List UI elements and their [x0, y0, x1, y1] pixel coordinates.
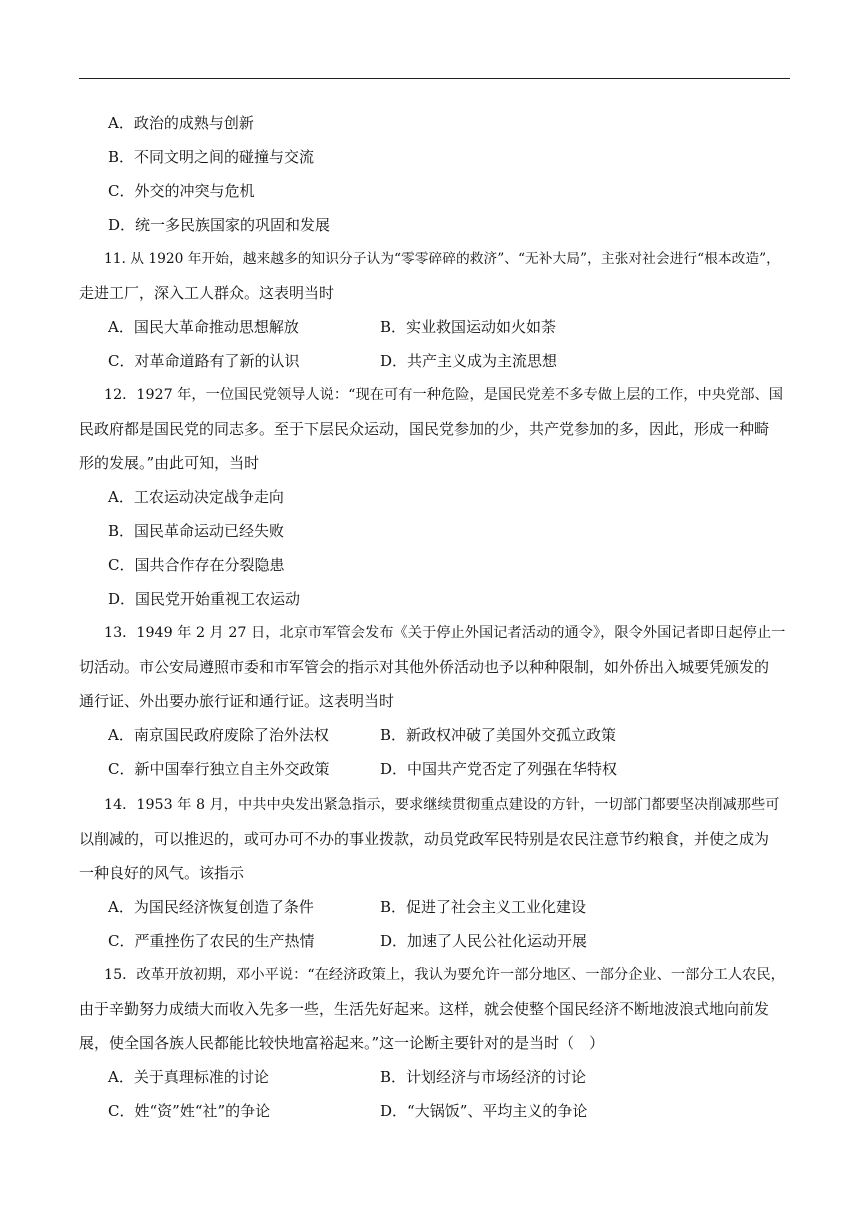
q14-stem-line-3: 一种良好的风气。该指示	[79, 864, 245, 882]
q11-option-b: B．实业救国运动如火如荼	[380, 318, 557, 336]
q15-option-a: A．关于真理标准的讨论	[108, 1068, 269, 1086]
q10-option-c: C．外交的冲突与危机	[108, 182, 255, 200]
q12-option-d: D．国民党开始重视工农运动	[108, 590, 301, 608]
q13-option-a: A．南京国民政府废除了治外法权	[108, 726, 329, 744]
q15-option-d: D．“大锅饭”、平均主义的争论	[380, 1102, 588, 1120]
q12-stem-line-3: 形的发展。”由此可知，当时	[79, 454, 260, 472]
q12-stem-line-2: 民政府都是国民党的同志多。至于下层民众运动，国民党参加的少，共产党参加的多，因此，形成一种畸	[79, 420, 770, 438]
q14-option-a: A．为国民经济恢复创造了条件	[108, 898, 314, 916]
q10-option-d: D．统一多民族国家的巩固和发展	[108, 216, 331, 234]
q14-option-b: B．促进了社会主义工业化建设	[380, 898, 587, 916]
q14-stem-line-2: 以削减的，可以推迟的，或可办可不办的事业拨款，动员党政军民特别是农民注意节约粮食，并使之成为	[79, 830, 770, 848]
q11-option-a: A．国民大革命推动思想解放	[108, 318, 299, 336]
q12-option-a: A．工农运动决定战争走向	[108, 488, 284, 506]
q12-stem-line-1: 12．1927 年，一位国民党领导人说：“现在可有一种危险，是国民党差不多专做上层的工作，中央党部、国	[104, 387, 783, 403]
q11-option-c: C．对革命道路有了新的认识	[108, 352, 300, 370]
q14-stem-line-1: 14．1953 年 8 月，中共中央发出紧急指示，要求继续贯彻重点建设的方针，一切部门都要坚决削减那些可	[104, 797, 780, 813]
q12-option-b: B．国民革命运动已经失败	[108, 522, 285, 540]
q14-option-c: C．严重挫伤了农民的生产热情	[108, 932, 315, 950]
header-rule	[79, 78, 790, 79]
q13-option-b: B．新政权冲破了美国外交孤立政策	[380, 726, 617, 744]
q13-stem-line-3: 通行证、外出要办旅行证和通行证。这表明当时	[79, 692, 395, 710]
q13-option-d: D．中国共产党否定了列强在华特权	[380, 760, 618, 778]
q10-option-b: B．不同文明之间的碰撞与交流	[108, 148, 315, 166]
q13-stem-line-1: 13．1949 年 2 月 27 日，北京市军管会发布《关于停止外国记者活动的通令》，限令外国记者即日起停止一	[104, 625, 786, 641]
q15-option-c: C．姓“资”姓“社”的争论	[108, 1102, 271, 1120]
q14-option-d: D．加速了人民公社化运动开展	[380, 932, 588, 950]
q11-stem-line-1: 11. 从 1920 年开始，越来越多的知识分子认为“零零碎碎的救济”、“无补大局”，主张对社会进行“根本改造”，	[104, 251, 780, 267]
q11-stem-line-2: 走进工厂，深入工人群众。这表明当时	[79, 284, 335, 302]
q11-option-d: D．共产主义成为主流思想	[380, 352, 558, 370]
q13-option-c: C．新中国奉行独立自主外交政策	[108, 760, 330, 778]
q15-option-b: B．计划经济与市场经济的讨论	[380, 1068, 587, 1086]
q12-option-c: C．国共合作存在分裂隐患	[108, 556, 285, 574]
q15-stem-line-1: 15．改革开放初期，邓小平说：“在经济政策上，我认为要允许一部分地区、一部分企业、一部分工人农民，	[104, 967, 785, 983]
q10-option-a: A．政治的成熟与创新	[108, 114, 254, 132]
q13-stem-line-2: 切活动。市公安局遵照市委和市军管会的指示对其他外侨活动也予以种种限制，如外侨出入城要凭颁发的	[79, 658, 770, 676]
q15-stem-line-3: 展，使全国各族人民都能比较快地富裕起来。”这一论断主要针对的是当时（ ）	[79, 1034, 605, 1052]
q15-stem-line-2: 由于辛勤努力成绩大而收入先多一些，生活先好起来。这样，就会使整个国民经济不断地波浪式地向前发	[79, 1000, 770, 1018]
